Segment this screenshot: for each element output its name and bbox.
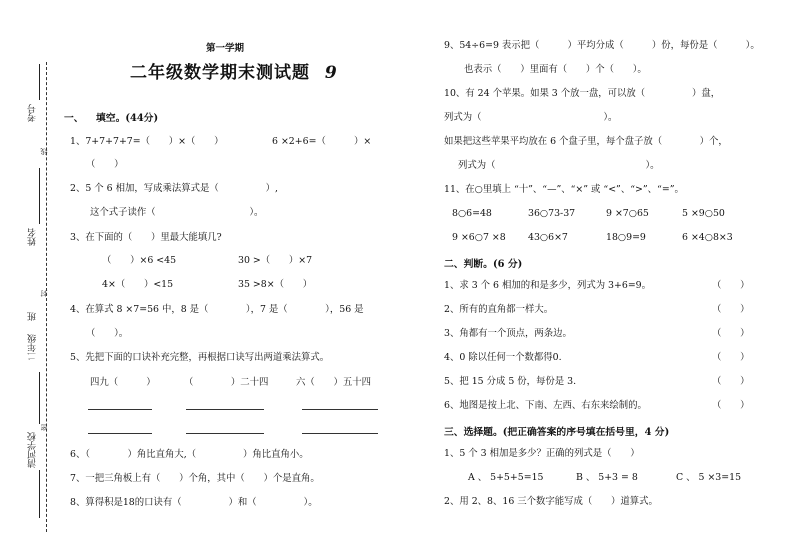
judge-2-answer[interactable]: （ ） <box>712 304 750 315</box>
exam-number-label: 考号 <box>28 104 38 122</box>
q5-c: 六（ ）五十四 <box>296 377 372 388</box>
q5-title: 5、先把下面的口诀补充完整，再根据口诀写出两道乘法算式。 <box>70 352 330 363</box>
q11-r1-2: 36○73-37 <box>528 208 576 219</box>
q4-line2: （ ）。 <box>86 328 129 339</box>
answer-line[interactable] <box>88 409 152 410</box>
judge-1-answer[interactable]: （ ） <box>712 280 750 291</box>
q3-a: （ ）×6 <45 <box>102 255 177 266</box>
q1-cont: （ ） <box>86 159 124 170</box>
q2-line2: 这个式子读作（ ）。 <box>90 207 264 218</box>
answer-line[interactable] <box>88 433 152 434</box>
title-number: 9 <box>324 63 338 83</box>
q11-r2-1: 9 ×6○7 ×8 <box>452 232 506 243</box>
dense-mark: 密 <box>40 424 48 431</box>
q1-right: 6 ×2+6=（ ）× <box>272 136 372 147</box>
binding-seal-line <box>46 62 47 532</box>
page-title <box>130 58 338 83</box>
judge-4: 4、0 除以任何一个数都得0. <box>444 352 562 363</box>
q3-c: 4×（ ）<15 <box>102 279 174 290</box>
q9-line1: 9、54÷6=9 表示把（ ）平均分成（ ）份，每份是（ ）。 <box>444 40 760 51</box>
name-label: 姓名 <box>28 228 38 246</box>
q5-a: 四九（ ） <box>90 377 156 388</box>
q3-title: 3、在下面的（ ）里最大能填几? <box>70 232 222 243</box>
q11-r2-4: 6 ×4○8×3 <box>682 232 733 243</box>
q8: 8、算得积是18的口诀有（ ）和（ ）。 <box>70 497 318 508</box>
q10-line3: 如果把这些苹果平均放在 6 个盘子里，每个盘子放（ ）个， <box>444 136 728 147</box>
answer-line[interactable] <box>302 433 378 434</box>
choice-1-c[interactable]: C 、 5 ×3=15 <box>676 472 742 483</box>
q4-line1: 4、在算式 8 ×7=56 中，8 是（ ），7 是（ ），56 是 <box>70 304 364 315</box>
choice-2: 2、用 2、8、16 三个数字能写成（ ）道算式。 <box>444 496 658 507</box>
seal-mark: 封 <box>40 290 48 297</box>
choice-1-b[interactable]: B 、 5+3 = 8 <box>576 472 638 483</box>
name-line <box>39 168 40 224</box>
q1-left: 1、7+7+7+7=（ ）×（ ） <box>70 136 224 147</box>
judge-6: 6、地图是按上北、下南、左西、右东来绘制的。 <box>444 400 647 411</box>
q9-line2: 也表示（ ）里面有（ ）个（ ）。 <box>464 64 647 75</box>
answer-line[interactable] <box>186 433 264 434</box>
section-1-title: 填空。(44分) <box>96 113 159 124</box>
q10-line2: 列式为（ ）。 <box>444 112 618 123</box>
exam-number-line <box>39 64 40 100</box>
judge-5-answer[interactable]: （ ） <box>712 376 750 387</box>
line-mark: 线 <box>40 148 48 155</box>
q11-r2-3: 18○9=9 <box>606 232 646 243</box>
section-1-number: 一、 <box>64 113 84 124</box>
judge-1: 1、求 3 个 6 相加的和是多少，列式为 3+6=9。 <box>444 280 652 291</box>
q5-b: （ ）二十四 <box>184 377 269 388</box>
judge-4-answer[interactable]: （ ） <box>712 352 750 363</box>
title-text: 二年级数学期末测试题 <box>130 63 310 83</box>
q6: 6、（ ）角比直角大,（ ）角比直角小。 <box>70 449 309 460</box>
q11-title: 11、在○里填上 “十”、“—”、“×” 或 “<”、“>”、“=”。 <box>444 184 684 195</box>
q11-r1-3: 9 ×7○65 <box>606 208 649 219</box>
q11-r1-1: 8○6=48 <box>452 208 492 219</box>
judge-3: 3、角都有一个顶点，两条边。 <box>444 328 572 339</box>
school-line <box>39 470 40 518</box>
judge-3-answer[interactable]: （ ） <box>712 328 750 339</box>
q10-line4: 列式为（ ）。 <box>458 160 660 171</box>
choice-1: 1、5 个 3 相加是多少？正确的列式是（ ） <box>444 448 640 459</box>
q10-line1: 10、有 24 个苹果。如果 3 个放一盘，可以放（ ）盘， <box>444 88 721 99</box>
choice-1-a[interactable]: A 、 5+5+5=15 <box>468 472 544 483</box>
school-label: 清河学校 <box>28 432 38 468</box>
answer-line[interactable] <box>302 409 378 410</box>
q11-r1-4: 5 ×9○50 <box>682 208 725 219</box>
section-3-title: 三、选择题。(把正确答案的序号填在括号里，4 分) <box>444 427 670 438</box>
q3-b: 30 >（ ）×7 <box>238 255 313 266</box>
answer-line[interactable] <box>186 409 264 410</box>
q3-d: 35 >8×（ ） <box>238 279 313 290</box>
q2-line1: 2、5 个 6 相加，写成乘法算式是（ ）, <box>70 183 278 194</box>
grade-label: 二年级 <box>28 334 38 361</box>
judge-5: 5、把 15 分成 5 份，每份是 3. <box>444 376 577 387</box>
class-label: 班 <box>28 312 38 321</box>
q7: 7、一把三角板上有（ ）个角，其中（ ）个是直角。 <box>70 473 320 484</box>
semester-label: 第一学期 <box>206 43 245 54</box>
judge-2: 2、所有的直角都一样大。 <box>444 304 554 315</box>
judge-6-answer[interactable]: （ ） <box>712 400 750 411</box>
class-line <box>39 372 40 424</box>
q11-r2-2: 43○6×7 <box>528 232 568 243</box>
section-2-title: 二、判断。(6 分) <box>444 259 523 270</box>
